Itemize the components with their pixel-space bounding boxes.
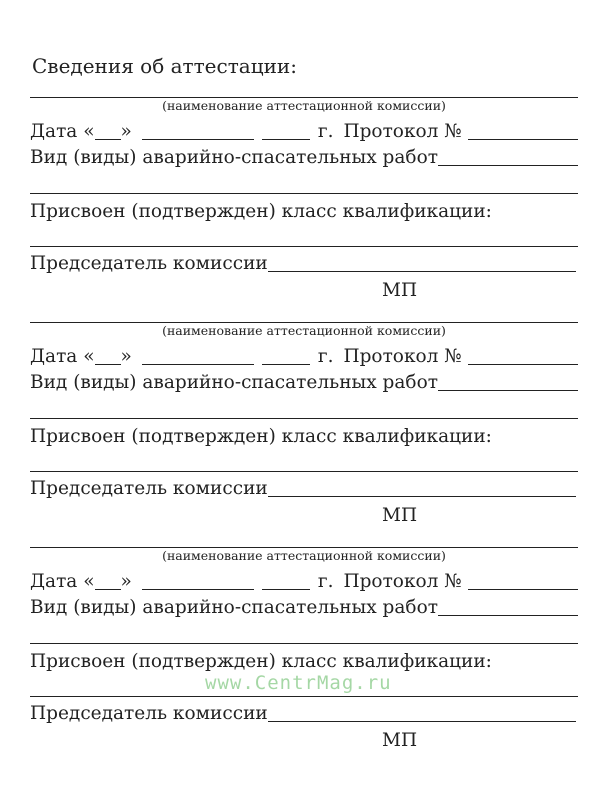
commission-name-caption: (наименование аттестационной комиссии) [162,548,446,563]
protocol-number-field[interactable] [468,364,578,365]
works-continuation-line[interactable] [30,418,578,419]
date-quote-close: » [120,346,132,367]
date-day-field[interactable] [95,571,121,590]
year-suffix: г. [317,346,334,367]
protocol-label: Протокол № [343,346,462,367]
works-field[interactable] [438,390,578,391]
chairman-row [30,253,576,275]
class-field-line[interactable] [30,696,578,697]
class-row [30,651,492,673]
seal-label: МП [382,505,418,526]
works-continuation-line[interactable] [30,643,578,644]
works-field[interactable] [438,615,578,616]
protocol-label: Протокол № [343,121,462,142]
chairman-signature-field[interactable] [268,496,576,497]
watermark: www.CentrMag.ru [205,672,392,694]
class-label: Присвоен (подтвержден) класс квалификации: [30,426,492,447]
date-protocol-row [30,121,578,143]
works-row [30,372,578,394]
attestation-block-1 [30,97,578,322]
seal-label: МП [382,730,418,751]
attestation-block-2 [30,322,578,547]
class-label: Присвоен (подтвержден) класс квалификации: [30,201,492,222]
chairman-row [30,703,576,725]
date-month-field[interactable] [142,346,254,365]
date-label: Дата « [30,346,95,367]
works-label: Вид (виды) аварийно-спасательных работ [30,597,438,618]
date-protocol-row [30,346,578,368]
protocol-label: Протокол № [343,571,462,592]
year-suffix: г. [317,121,334,142]
attestation-block-3 [30,547,578,772]
class-field-line[interactable] [30,246,578,247]
protocol-number-field[interactable] [468,139,578,140]
class-row [30,426,492,448]
date-month-field[interactable] [142,121,254,140]
chairman-label: Председатель комиссии [30,253,268,274]
chairman-signature-field[interactable] [268,721,576,722]
works-label: Вид (виды) аварийно-спасательных работ [30,372,438,393]
works-field[interactable] [438,165,578,166]
commission-name-caption: (наименование аттестационной комиссии) [162,98,446,113]
class-row [30,201,492,223]
chairman-row [30,478,576,500]
year-suffix: г. [317,571,334,592]
commission-name-caption: (наименование аттестационной комиссии) [162,323,446,338]
date-day-field[interactable] [95,121,121,140]
chairman-label: Председатель комиссии [30,478,268,499]
works-row [30,147,578,169]
date-day-field[interactable] [95,346,121,365]
date-year-field[interactable] [262,346,310,365]
chairman-label: Председатель комиссии [30,703,268,724]
date-protocol-row [30,571,578,593]
date-quote-close: » [120,571,132,592]
class-field-line[interactable] [30,471,578,472]
date-year-field[interactable] [262,121,310,140]
date-label: Дата « [30,121,95,142]
class-label: Присвоен (подтвержден) класс квалификации: [30,651,492,672]
works-row [30,597,578,619]
date-month-field[interactable] [142,571,254,590]
date-label: Дата « [30,571,95,592]
works-continuation-line[interactable] [30,193,578,194]
chairman-signature-field[interactable] [268,271,576,272]
protocol-number-field[interactable] [468,589,578,590]
works-label: Вид (виды) аварийно-спасательных работ [30,147,438,168]
form-heading: Сведения об аттестации: [32,54,297,78]
seal-label: МП [382,280,418,301]
date-quote-close: » [120,121,132,142]
date-year-field[interactable] [262,571,310,590]
